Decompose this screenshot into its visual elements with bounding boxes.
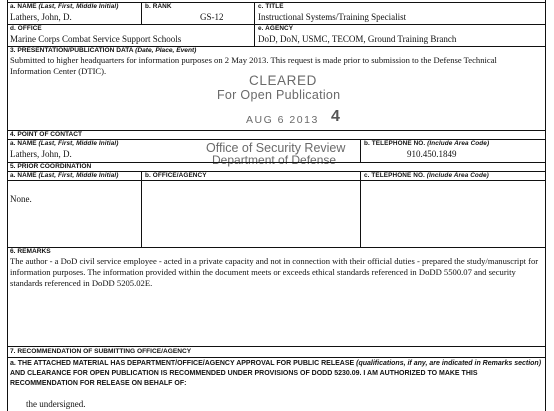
title-label: c. TITLE xyxy=(258,3,284,10)
left-border xyxy=(7,0,8,411)
stamp-date: AUG 6 2013 xyxy=(246,114,319,126)
stamp-number: 4 xyxy=(331,108,340,125)
coord-name-label: a. NAME (Last, First, Middle Initial) xyxy=(10,172,119,179)
section7-item-a: a. THE ATTACHED MATERIAL HAS DEPARTMENT/OFFICE/AGENCY APPROVAL FOR PUBLIC RELEASE (qualifications, if any, are indicated in Remarks section) AND CLEARANCE FOR OPEN PUBLICATION IS RECOMMENDED UNDER PROVISIONS OF DODD 5230.09. I AM AUTHORIZED TO MAKE THIS RECOMMENDATION FOR RELEASE ON BEHALF OF: xyxy=(10,360,542,387)
section4-top-rule xyxy=(7,130,545,131)
poc-phone-label: b. TELEPHONE NO. (Include Area Code) xyxy=(364,140,490,147)
poc-phone-value: 910.450.1849 xyxy=(407,149,457,159)
agency-value: DoD, DoN, USMC, TECOM, Ground Training Branch xyxy=(258,34,457,44)
section5-divider-1 xyxy=(141,171,142,247)
row1-divider-2 xyxy=(254,2,255,24)
rank-label: b. RANK xyxy=(145,3,172,10)
office-label: d. OFFICE xyxy=(10,25,42,32)
section4-divider xyxy=(360,139,361,162)
section5-header: 5. PRIOR COORDINATION xyxy=(10,163,92,170)
name-value: Lathers, John, D. xyxy=(10,12,72,22)
section7-header: 7. RECOMMENDATION OF SUBMITTING OFFICE/AGENCY xyxy=(10,348,192,355)
row2-divider xyxy=(254,24,255,46)
section7-top-rule xyxy=(7,346,545,347)
stamp-cleared: CLEARED xyxy=(249,73,317,88)
name-label: a. NAME (Last, First, Middle Initial) xyxy=(10,3,119,10)
coord-name-value: None. xyxy=(10,194,32,204)
section4-header: 4. POINT OF CONTACT xyxy=(10,131,83,138)
agency-label: e. AGENCY xyxy=(258,25,294,32)
right-border xyxy=(545,0,546,411)
stamp-open-publication: For Open Publication xyxy=(217,88,341,102)
row1-divider-1 xyxy=(141,2,142,24)
section6-text: The author - a DoD civil service employee - acted in a private capacity and not in connection with their official duties - prepared the study/manuscript for information purposes. The information provided within the document meets or exceeds ethical standards referenced in DoDD 5500.07 and security standards referenced in DoDD 5205.02E. xyxy=(10,256,539,288)
signer-value: the undersigned. xyxy=(26,399,86,409)
stamp-office-security-review: Office of Security Review xyxy=(206,141,346,155)
coord-phone-label: c. TELEPHONE NO. (Include Area Code) xyxy=(364,172,489,179)
section6-top-rule xyxy=(7,247,545,248)
section5-divider-2 xyxy=(360,171,361,247)
section7-sub-rule xyxy=(7,357,545,358)
section3-text: Submitted to higher headquarters for information purposes on 2 May 2013. This request is made prior to submission to the Defense Technical Information Center (DTIC). xyxy=(10,55,497,76)
poc-name-value: Lathers, John, D. xyxy=(10,149,72,159)
section3-header: 3. PRESENTATION/PUBLICATION DATA (Date, Place, Event) xyxy=(10,47,197,54)
section6-header: 6. REMARKS xyxy=(10,248,51,255)
title-value: Instructional Systems/Training Specialist xyxy=(258,12,407,22)
section5-header-row-rule xyxy=(7,180,545,181)
rank-value: GS-12 xyxy=(200,12,224,22)
office-value: Marine Corps Combat Service Support Schools xyxy=(10,34,182,44)
stamp-department-of-defense: Department of Defense xyxy=(212,153,337,167)
coord-office-label: b. OFFICE/AGENCY xyxy=(145,172,207,179)
poc-name-label: a. NAME (Last, First, Middle Initial) xyxy=(10,140,119,147)
